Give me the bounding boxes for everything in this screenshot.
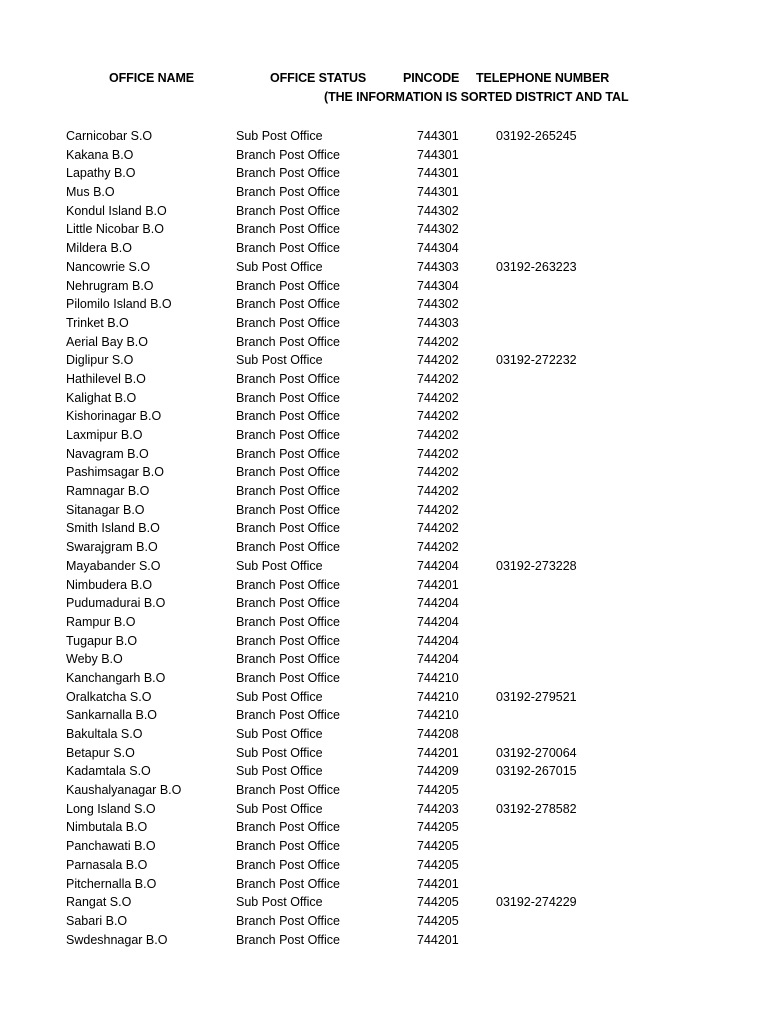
table-row [0, 632, 768, 651]
office-name-cell: Tugapur B.O [66, 633, 138, 648]
office-status-cell: Branch Post Office [236, 166, 340, 181]
office-name-cell: Lapathy B.O [66, 166, 136, 181]
pincode-cell: 744210 [417, 670, 459, 685]
office-name-cell: Navagram B.O [66, 446, 149, 461]
table-row [0, 164, 768, 183]
table-row [0, 931, 768, 950]
pincode-cell: 744201 [417, 745, 459, 760]
pincode-cell: 744202 [417, 446, 459, 461]
table-row [0, 146, 768, 165]
office-name-cell: Nimbutala B.O [66, 820, 148, 835]
table-row [0, 314, 768, 333]
pincode-cell: 744202 [417, 409, 459, 424]
office-status-cell: Branch Post Office [236, 633, 340, 648]
office-status-cell: Branch Post Office [236, 596, 340, 611]
table-row [0, 277, 768, 296]
pincode-cell: 744205 [417, 895, 459, 910]
table-row [0, 333, 768, 352]
table-row [0, 762, 768, 781]
telephone-cell: 03192-270064 [496, 745, 577, 760]
office-name-cell: Sitanagar B.O [66, 502, 145, 517]
office-name-cell: Oralkatcha S.O [66, 689, 152, 704]
office-name-cell: Trinket B.O [66, 315, 129, 330]
pincode-cell: 744201 [417, 876, 459, 891]
office-name-cell: Nimbudera B.O [66, 577, 153, 592]
pincode-cell: 744201 [417, 932, 459, 947]
telephone-cell: 03192-265245 [496, 129, 577, 143]
office-status-cell: Branch Post Office [236, 203, 340, 218]
table-row [0, 183, 768, 202]
pincode-cell: 744302 [417, 222, 459, 237]
pincode-cell: 744204 [417, 652, 459, 667]
office-name-cell: Swdeshnagar B.O [66, 932, 168, 947]
pincode-cell: 744205 [417, 783, 459, 798]
pincode-cell: 744304 [417, 278, 459, 293]
office-status-cell: Branch Post Office [236, 222, 340, 237]
pincode-cell: 744205 [417, 857, 459, 872]
office-status-cell: Branch Post Office [236, 708, 340, 723]
office-status-cell: Branch Post Office [236, 465, 340, 480]
office-name-cell: Kadamtala S.O [66, 764, 151, 779]
office-status-cell: Branch Post Office [236, 484, 340, 499]
pincode-cell: 744204 [417, 596, 459, 611]
table-row [0, 669, 768, 688]
pincode-cell: 744205 [417, 839, 459, 854]
office-name-cell: Ramnagar B.O [66, 484, 150, 499]
office-name-cell: Panchawati B.O [66, 839, 156, 854]
pincode-cell: 744204 [417, 633, 459, 648]
pincode-cell: 744201 [417, 577, 459, 592]
pincode-cell: 744209 [417, 764, 459, 779]
office-status-cell: Branch Post Office [236, 409, 340, 424]
office-status-cell: Branch Post Office [236, 502, 340, 517]
table-row [0, 519, 768, 538]
table-row [0, 912, 768, 931]
office-status-cell: Branch Post Office [236, 297, 340, 312]
office-name-cell: Mus B.O [66, 185, 115, 200]
office-status-cell: Branch Post Office [236, 521, 340, 536]
column-header-office-name: OFFICE NAME [109, 71, 195, 85]
pincode-cell: 744202 [417, 521, 459, 536]
table-row [0, 818, 768, 837]
office-status-cell: Branch Post Office [236, 913, 340, 928]
table-row [0, 800, 768, 819]
table-row [0, 856, 768, 875]
office-name-cell: Diglipur S.O [66, 353, 134, 368]
pincode-cell: 744303 [417, 259, 459, 274]
table-row [0, 613, 768, 632]
office-status-cell: Sub Post Office [236, 745, 323, 760]
office-status-cell: Sub Post Office [236, 727, 323, 741]
table-row [0, 725, 768, 744]
pincode-cell: 744202 [417, 465, 459, 480]
office-name-cell: Little Nicobar B.O [66, 222, 164, 237]
office-name-cell: Pilomilo Island B.O [66, 297, 172, 312]
office-name-cell: Swarajgram B.O [66, 540, 158, 555]
office-status-cell: Branch Post Office [236, 577, 340, 592]
pincode-cell: 744204 [417, 558, 459, 573]
table-row [0, 744, 768, 763]
telephone-cell: 03192-263223 [496, 259, 577, 274]
office-status-cell: Branch Post Office [236, 932, 340, 947]
office-name-cell: Kaushalyanagar B.O [66, 783, 182, 798]
office-name-cell: Mayabander S.O [66, 558, 161, 573]
office-name-cell: Sabari B.O [66, 913, 128, 928]
office-name-cell: Rangat S.O [66, 895, 132, 910]
table-row [0, 370, 768, 389]
office-status-cell: Branch Post Office [236, 670, 340, 685]
column-header-telephone: TELEPHONE NUMBER [476, 71, 610, 85]
pincode-cell: 744210 [417, 689, 459, 704]
office-status-cell: Branch Post Office [236, 820, 340, 835]
office-status-cell: Branch Post Office [236, 428, 340, 442]
office-name-cell: Weby B.O [66, 652, 123, 667]
sort-note: (THE INFORMATION IS SORTED DISTRICT AND TAL [324, 90, 629, 104]
table-row [0, 463, 768, 482]
pincode-cell: 744202 [417, 540, 459, 555]
pincode-cell: 744302 [417, 203, 459, 218]
telephone-cell: 03192-273228 [496, 558, 577, 573]
telephone-cell: 03192-278582 [496, 801, 577, 816]
office-name-cell: Nancowrie S.O [66, 259, 151, 274]
office-status-cell: Sub Post Office [236, 558, 323, 573]
telephone-cell: 03192-279521 [496, 689, 577, 704]
telephone-cell: 03192-272232 [496, 353, 577, 368]
office-status-cell: Branch Post Office [236, 839, 340, 854]
office-name-cell: Aerial Bay B.O [66, 334, 148, 349]
pincode-cell: 744202 [417, 390, 459, 405]
table-row [0, 781, 768, 800]
pincode-cell: 744202 [417, 371, 459, 386]
pincode-cell: 744301 [417, 185, 459, 200]
office-name-cell: Kondul Island B.O [66, 203, 167, 218]
office-status-cell: Branch Post Office [236, 783, 340, 798]
table-row [0, 875, 768, 894]
office-name-cell: Parnasala B.O [66, 857, 148, 872]
office-status-cell: Sub Post Office [236, 129, 323, 143]
office-name-cell: Pudumadurai B.O [66, 596, 166, 611]
telephone-cell: 03192-274229 [496, 895, 577, 910]
pincode-cell: 744205 [417, 913, 459, 928]
office-name-cell: Sankarnalla B.O [66, 708, 158, 723]
office-name-cell: Hathilevel B.O [66, 371, 146, 386]
office-name-cell: Long Island S.O [66, 801, 156, 816]
pincode-cell: 744301 [417, 166, 459, 181]
table-row [0, 688, 768, 707]
office-status-cell: Branch Post Office [236, 334, 340, 349]
table-row [0, 837, 768, 856]
office-status-cell: Branch Post Office [236, 446, 340, 461]
office-status-cell: Branch Post Office [236, 315, 340, 330]
pincode-cell: 744204 [417, 614, 459, 629]
office-name-cell: Kalighat B.O [66, 390, 137, 405]
office-name-cell: Nehrugram B.O [66, 278, 154, 293]
office-name-cell: Bakultala S.O [66, 727, 143, 741]
office-name-cell: Smith Island B.O [66, 521, 160, 536]
pincode-cell: 744203 [417, 801, 459, 816]
table-row [0, 426, 768, 445]
pincode-cell: 744301 [417, 147, 459, 162]
office-status-cell: Sub Post Office [236, 801, 323, 816]
table-row [0, 594, 768, 613]
table-row [0, 576, 768, 595]
table-row [0, 445, 768, 464]
office-name-cell: Carnicobar S.O [66, 129, 153, 143]
office-name-cell: Kakana B.O [66, 147, 134, 162]
pincode-cell: 744202 [417, 334, 459, 349]
office-status-cell: Branch Post Office [236, 390, 340, 405]
office-status-cell: Branch Post Office [236, 652, 340, 667]
office-name-cell: Mildera B.O [66, 241, 132, 256]
office-status-cell: Branch Post Office [236, 185, 340, 200]
table-row [0, 258, 768, 277]
office-status-cell: Branch Post Office [236, 371, 340, 386]
office-status-cell: Branch Post Office [236, 876, 340, 891]
office-name-cell: Pitchernalla B.O [66, 876, 157, 891]
pincode-cell: 744210 [417, 708, 459, 723]
table-row [0, 650, 768, 669]
table-row [0, 220, 768, 239]
pincode-cell: 744202 [417, 502, 459, 517]
office-name-cell: Kishorinagar B.O [66, 409, 162, 424]
table-row [0, 202, 768, 221]
office-status-cell: Sub Post Office [236, 259, 323, 274]
table-row [0, 295, 768, 314]
office-name-cell: Rampur B.O [66, 614, 136, 629]
office-status-cell: Branch Post Office [236, 857, 340, 872]
pincode-cell: 744302 [417, 297, 459, 312]
office-name-cell: Kanchangarh B.O [66, 670, 166, 685]
office-status-cell: Branch Post Office [236, 241, 340, 256]
column-header-pincode: PINCODE [403, 71, 460, 85]
office-name-cell: Laxmipur B.O [66, 428, 143, 442]
pincode-cell: 744205 [417, 820, 459, 835]
office-status-cell: Branch Post Office [236, 614, 340, 629]
office-status-cell: Sub Post Office [236, 689, 323, 704]
pincode-cell: 744202 [417, 428, 459, 442]
table-row [0, 407, 768, 426]
pincode-cell: 744202 [417, 484, 459, 499]
table-row [0, 706, 768, 725]
office-name-cell: Pashimsagar B.O [66, 465, 164, 480]
pincode-cell: 744301 [417, 129, 459, 143]
pincode-cell: 744208 [417, 727, 459, 741]
table-row [0, 538, 768, 557]
office-status-cell: Branch Post Office [236, 540, 340, 555]
office-status-cell: Sub Post Office [236, 895, 323, 910]
table-row [0, 389, 768, 408]
table-row [0, 501, 768, 520]
office-status-cell: Sub Post Office [236, 353, 323, 368]
table-row [0, 482, 768, 501]
telephone-cell: 03192-267015 [496, 764, 577, 779]
table-row [0, 893, 768, 912]
table-row [0, 127, 768, 146]
table-row [0, 239, 768, 258]
office-status-cell: Sub Post Office [236, 764, 323, 779]
office-name-cell: Betapur S.O [66, 745, 135, 760]
post-office-table [0, 127, 768, 949]
office-status-cell: Branch Post Office [236, 147, 340, 162]
pincode-cell: 744304 [417, 241, 459, 256]
pincode-cell: 744303 [417, 315, 459, 330]
table-row [0, 557, 768, 576]
pincode-cell: 744202 [417, 353, 459, 368]
office-status-cell: Branch Post Office [236, 278, 340, 293]
column-header-office-status: OFFICE STATUS [270, 71, 367, 85]
table-row [0, 351, 768, 370]
